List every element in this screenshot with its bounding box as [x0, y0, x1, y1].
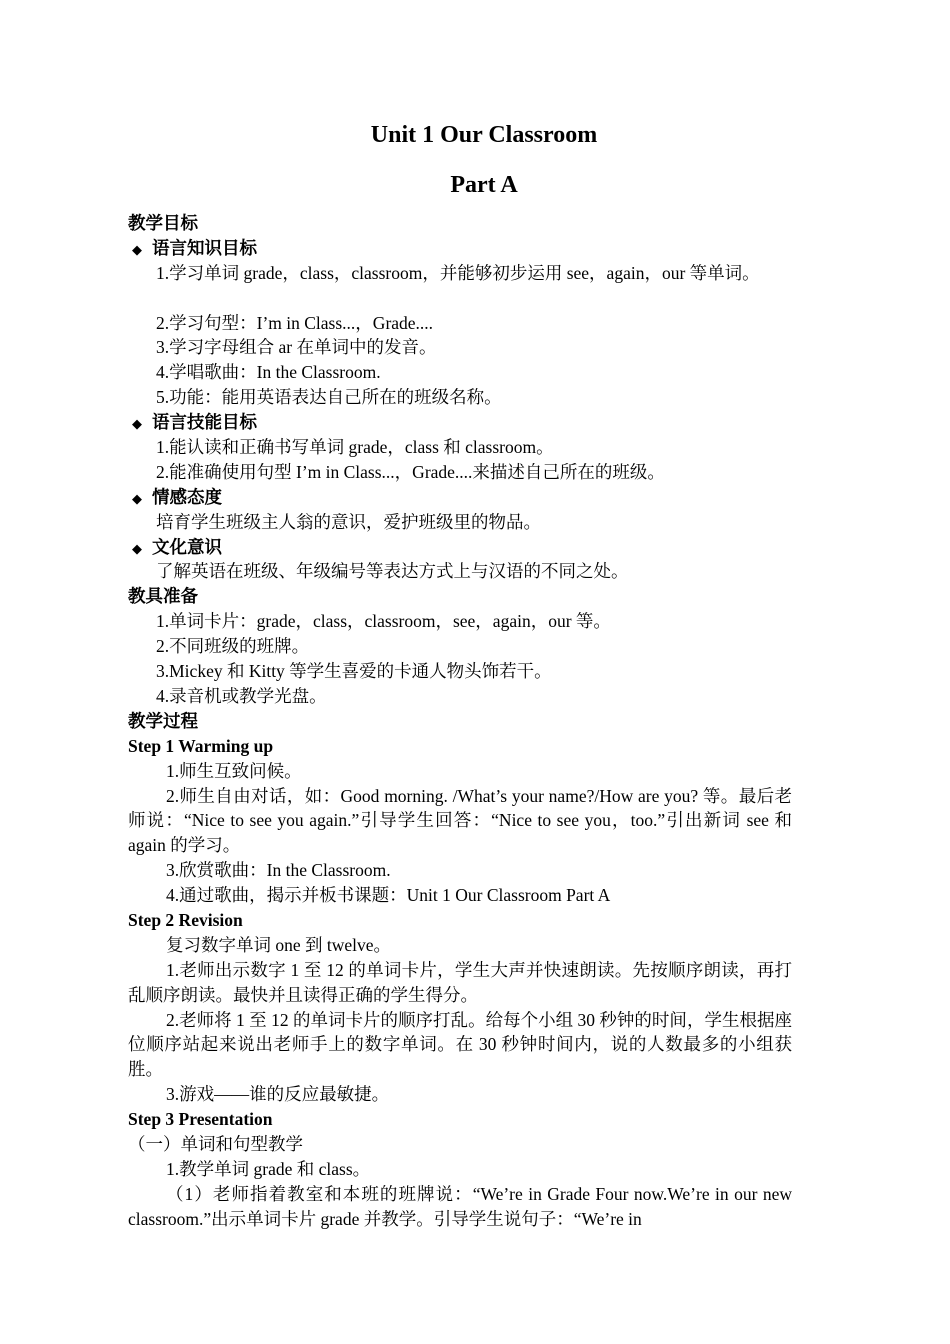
materials-item: 1.单词卡片：grade，class，classroom，see，again，our 等。	[156, 611, 611, 632]
skills-item: 1.能认读和正确书写单词 grade，class 和 classroom。	[156, 437, 554, 458]
step1-item: 1.师生互致问候。	[166, 760, 302, 781]
step2-item: 3.游戏——谁的反应最敏捷。	[166, 1084, 390, 1105]
knowledge-item: 2.学习句型：I’m in Class...，Grade....	[156, 312, 434, 333]
knowledge-item: 3.学习字母组合 ar 在单词中的发音。	[156, 337, 437, 358]
document-body	[128, 211, 792, 1232]
section-heading-process: 教学过程	[128, 710, 198, 731]
bullet-heading-skills: ◆ 语言技能目标	[128, 410, 792, 435]
step1-item: 4.通过歌曲，揭示并板书课题：Unit 1 Our Classroom Part A	[166, 885, 611, 906]
bullet-heading-knowledge: ◆ 语言知识目标	[128, 236, 792, 261]
document-title: Unit 1 Our Classroom	[370, 122, 598, 148]
step2-item: 2.老师将 1 至 12 的单词卡片的顺序打乱。给每个小组 30 秒钟的时间，学生根据座位顺序站起来说出老师手上的数字单词。在 30 秒钟时间内，说的人数最多的小组获胜。	[128, 1009, 792, 1080]
knowledge-item: 4.学唱歌曲：In the Classroom.	[156, 362, 381, 383]
step3-heading: Step 3 Presentation	[128, 1109, 273, 1130]
section-heading-goals: 教学目标	[128, 213, 198, 233]
bullet-heading-culture: ◆ 文化意识	[128, 535, 792, 560]
materials-item: 2.不同班级的班牌。	[156, 636, 310, 657]
step1-item: 2.师生自由对话，如：Good morning. /What’s your name?/How are you? 等。最后老师说：“Nice to see you again.”引导学生回答：“Nice to see you，too.”引出新词 see 和 again 的学习。	[128, 785, 792, 856]
materials-item: 3.Mickey 和 Kitty 等学生喜爱的卡通人物头饰若干。	[156, 661, 552, 682]
step3-item: （1）老师指着教室和本班的班牌说：“We’re in Grade Four now.We’re in our new classroom.”出示单词卡片 grade 并教学。引导学生说句子：“We’re in	[128, 1183, 792, 1229]
bullet-heading-attitude: ◆ 情感态度	[128, 485, 792, 510]
step2-item: 1.老师出示数字 1 至 12 的单词卡片，学生大声并快速朗读。先按顺序朗读，再打乱顺序朗读。最快并且读得正确的学生得分。	[128, 959, 792, 1005]
knowledge-item: 5.功能：能用英语表达自己所在的班级名称。	[156, 387, 502, 408]
skills-item: 2.能准确使用句型 I’m in Class...，Grade....来描述自己所在的班级。	[156, 461, 665, 482]
step3-item: （一）单词和句型教学	[128, 1134, 303, 1155]
step1-heading: Step 1 Warming up	[128, 735, 274, 756]
section-heading-materials: 教具准备	[128, 586, 198, 607]
step2-item: 复习数字单词 one 到 twelve。	[166, 934, 392, 955]
culture-text: 了解英语在班级、年级编号等表达方式上与汉语的不同之处。	[156, 561, 629, 582]
document-subtitle: Part A	[450, 172, 518, 198]
materials-item: 4.录音机或教学光盘。	[156, 685, 327, 706]
step3-item: 1.教学单词 grade 和 class。	[166, 1158, 371, 1179]
attitude-text: 培育学生班级主人翁的意识，爱护班级里的物品。	[156, 511, 541, 532]
step2-heading: Step 2 Revision	[128, 909, 243, 930]
step1-item: 3.欣赏歌曲：In the Classroom.	[166, 860, 391, 881]
knowledge-item: 1.学习单词 grade，class，classroom，并能够初步运用 see，again，our 等单词。	[156, 262, 760, 283]
